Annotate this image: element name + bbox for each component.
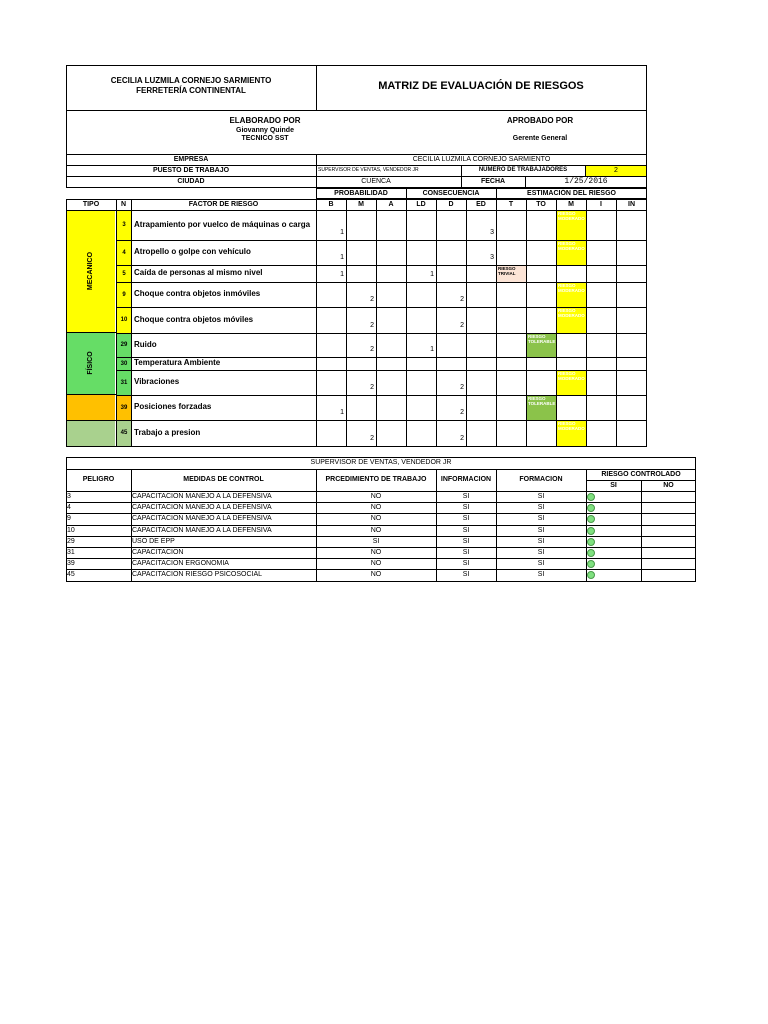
row-n: 10 <box>117 308 131 333</box>
control-procedimiento: SI <box>372 537 380 545</box>
risk-estimate-badge: RIESGO MODERADO <box>557 308 586 333</box>
control-formacion: SI <box>537 560 545 568</box>
row-factor: Posiciones forzadas <box>134 402 212 412</box>
control-peligro: 10 <box>67 526 75 534</box>
control-procedimiento: NO <box>370 526 382 534</box>
control-informacion: SI <box>462 571 470 579</box>
row-value-b: 1 <box>340 254 344 261</box>
risk-estimate-badge: RIESGO MODERADO <box>557 421 586 446</box>
control-medida: CAPACITACION ERGONOMIA <box>132 560 229 568</box>
puesto-value: SUPERVISOR DE VENTAS, VENDEDOR JR <box>318 166 419 173</box>
control-informacion: SI <box>462 526 470 534</box>
col-to: TO <box>536 200 546 208</box>
ciudad-value: CUENCA <box>361 178 391 186</box>
control-formacion: SI <box>537 537 545 545</box>
elaborado-name: Giovanny Quinde <box>236 126 294 134</box>
riesgo-controlado-indicator <box>587 549 595 557</box>
risk-estimate-badge: RIESGO MODERADO <box>557 283 586 307</box>
ciudad-label: CIUDAD <box>177 178 205 186</box>
control-formacion: SI <box>537 526 545 534</box>
ctl-col-no: NO <box>663 481 674 489</box>
ctl-col-riesgo: RIESGO CONTROLADO <box>601 470 681 478</box>
col-ld: LD <box>416 200 426 208</box>
trabajadores-value: 2 <box>586 166 646 176</box>
ctl-col-peligro: PELIGRO <box>82 476 115 484</box>
control-peligro: 45 <box>67 571 75 579</box>
empresa-label: EMPRESA <box>173 155 209 163</box>
col-n: N <box>120 200 127 208</box>
row-factor: Trabajo a presion <box>134 427 201 437</box>
ctl-col-si: SI <box>610 481 617 489</box>
control-procedimiento: NO <box>370 515 382 523</box>
control-peligro: 29 <box>67 537 75 545</box>
row-factor: Ruido <box>134 339 157 349</box>
control-medida: CAPACITACION <box>132 548 184 556</box>
row-value-d: 2 <box>460 296 464 303</box>
control-procedimiento: NO <box>370 504 382 512</box>
row-n: 30 <box>117 358 131 370</box>
riesgo-controlado-indicator <box>587 538 595 546</box>
row-value-m: 2 <box>370 384 374 391</box>
row-factor: Atropello o golpe con vehículo <box>134 247 251 257</box>
risk-estimate-badge: RIESGO MODERADO <box>557 211 586 240</box>
elaborado-role: TECNICO SST <box>241 134 289 142</box>
riesgo-controlado-indicator <box>587 493 595 501</box>
control-informacion: SI <box>462 537 470 545</box>
control-peligro: 9 <box>67 515 71 523</box>
control-procedimiento: NO <box>370 560 382 568</box>
col-m: M <box>358 200 364 208</box>
riesgo-controlado-indicator <box>587 527 595 535</box>
row-value-m: 2 <box>370 296 374 303</box>
risk-estimate-badge: RIESGO TOLERABLE <box>527 396 556 420</box>
control-formacion: SI <box>537 515 545 523</box>
risk-estimate-badge: RIESGO MODERADO <box>557 241 586 265</box>
col-i: I <box>600 200 602 208</box>
row-value-d: 2 <box>460 409 464 416</box>
row-n: 39 <box>117 396 131 420</box>
ctl-col-formacion: FORMACION <box>519 476 563 484</box>
row-factor: Choque contra objetos inmóviles <box>134 289 261 299</box>
trabajadores-label: NÚMERO DE TRABAJADORES <box>478 167 568 174</box>
estimacion-header: ESTIMACIÓN DEL RIESGO <box>527 189 616 197</box>
control-medida: CAPACITACION MANEJO A LA DEFENSIVA <box>132 515 272 523</box>
col-t: T <box>508 200 514 208</box>
col-factor: FACTOR DE RIESGO <box>188 200 259 208</box>
row-n: 4 <box>117 241 131 265</box>
control-informacion: SI <box>462 504 470 512</box>
control-formacion: SI <box>537 548 545 556</box>
tipo-fisico-label: FÍSICO <box>87 351 95 375</box>
row-value-d: 2 <box>460 322 464 329</box>
fecha-value: 1/25/2016 <box>564 176 608 186</box>
row-value-m: 2 <box>370 435 374 442</box>
control-medida: USO DE EPP <box>132 537 175 545</box>
control-informacion: SI <box>462 560 470 568</box>
aprobado-label: APROBADO POR <box>506 115 574 125</box>
page-title: MATRIZ DE EVALUACIÓN DE RIESGOS <box>378 80 584 93</box>
row-n: 9 <box>117 283 131 307</box>
risk-estimate-badge: RIESGO TOLERABLE <box>527 334 556 357</box>
control-medida: CAPACITACION MANEJO A LA DEFENSIVA <box>132 492 272 500</box>
control-informacion: SI <box>462 515 470 523</box>
puesto-label: PUESTO DE TRABAJO <box>152 166 230 174</box>
consecuencia-header: CONSECUENCIA <box>422 189 480 197</box>
tipo-mecanico-label: MECANICO <box>87 251 95 291</box>
control-procedimiento: NO <box>370 571 382 579</box>
control-title: SUPERVISOR DE VENTAS, VENDEDOR JR <box>310 459 452 467</box>
row-value-d: 2 <box>460 384 464 391</box>
row-value-d: 2 <box>460 435 464 442</box>
control-medida: CAPACITACION MANEJO A LA DEFENSIVA <box>132 504 272 512</box>
control-peligro: 4 <box>67 504 71 512</box>
row-value-ld: 1 <box>430 346 434 353</box>
row-factor: Atrapamiento por vuelco de máquinas o carga <box>134 219 311 229</box>
row-factor: Temperatura Ambiente <box>134 358 221 368</box>
row-value-m: 2 <box>370 346 374 353</box>
empresa-value: CECILIA LUZMILA CORNEJO SARMIENTO <box>412 155 551 163</box>
row-n: 5 <box>117 266 131 282</box>
risk-estimate-badge: RIESGO MODERADO <box>557 371 586 395</box>
col-d: D <box>448 200 454 208</box>
aprobado-role: Gerente General <box>512 135 568 143</box>
elaborado-label: ELABORADO POR <box>229 115 301 125</box>
row-value-ed: 3 <box>490 229 494 236</box>
row-value-b: 1 <box>340 409 344 416</box>
row-value-b: 1 <box>340 229 344 236</box>
company-name: CECILIA LUZMILA CORNEJO SARMIENTO <box>110 75 272 85</box>
control-informacion: SI <box>462 548 470 556</box>
row-n: 3 <box>117 211 131 240</box>
row-value-ld: 1 <box>430 271 434 278</box>
control-formacion: SI <box>537 504 545 512</box>
ctl-col-medidas: MEDIDAS DE CONTROL <box>183 476 264 484</box>
risk-estimate-badge: RIESGO TRIVIAL <box>497 266 526 282</box>
col-ed: ED <box>476 200 486 208</box>
control-medida: CAPACITACION MANEJO A LA DEFENSIVA <box>132 526 272 534</box>
control-informacion: SI <box>462 492 470 500</box>
col-tipo: TIPO <box>82 200 100 208</box>
control-medida: CAPACITACION RIESGO PSICOSOCIAL <box>132 571 263 579</box>
row-factor: Vibraciones <box>134 377 180 387</box>
control-procedimiento: NO <box>370 548 382 556</box>
control-formacion: SI <box>537 492 545 500</box>
row-factor: Choque contra objetos móviles <box>134 314 254 324</box>
col-a: A <box>388 200 394 208</box>
row-n: 45 <box>117 421 131 446</box>
row-value-m: 2 <box>370 322 374 329</box>
control-formacion: SI <box>537 571 545 579</box>
fecha-label: FECHA <box>480 178 506 186</box>
row-value-b: 1 <box>340 271 344 278</box>
control-procedimiento: NO <box>370 492 382 500</box>
col-in: IN <box>628 200 635 208</box>
tipo-psicosocial-block <box>67 421 115 446</box>
col-b: B <box>328 200 334 208</box>
company-store: FERRETERÍA CONTINENTAL <box>136 85 246 95</box>
ctl-col-procedimiento: PRCEDIMIENTO DE TRABAJO <box>325 476 427 484</box>
row-n: 31 <box>117 371 131 395</box>
ctl-col-informacion: INFORMACION <box>440 476 492 484</box>
control-peligro: 31 <box>67 548 75 556</box>
row-factor: Caída de personas al mismo nivel <box>134 268 263 278</box>
tipo-ergonomico-block <box>67 395 115 420</box>
row-value-ed: 3 <box>490 254 494 261</box>
control-peligro: 39 <box>67 560 75 568</box>
control-peligro: 3 <box>67 492 71 500</box>
row-n: 29 <box>117 334 131 357</box>
col-em: M <box>568 200 574 208</box>
probabilidad-header: PROBABILIDAD <box>334 189 388 197</box>
